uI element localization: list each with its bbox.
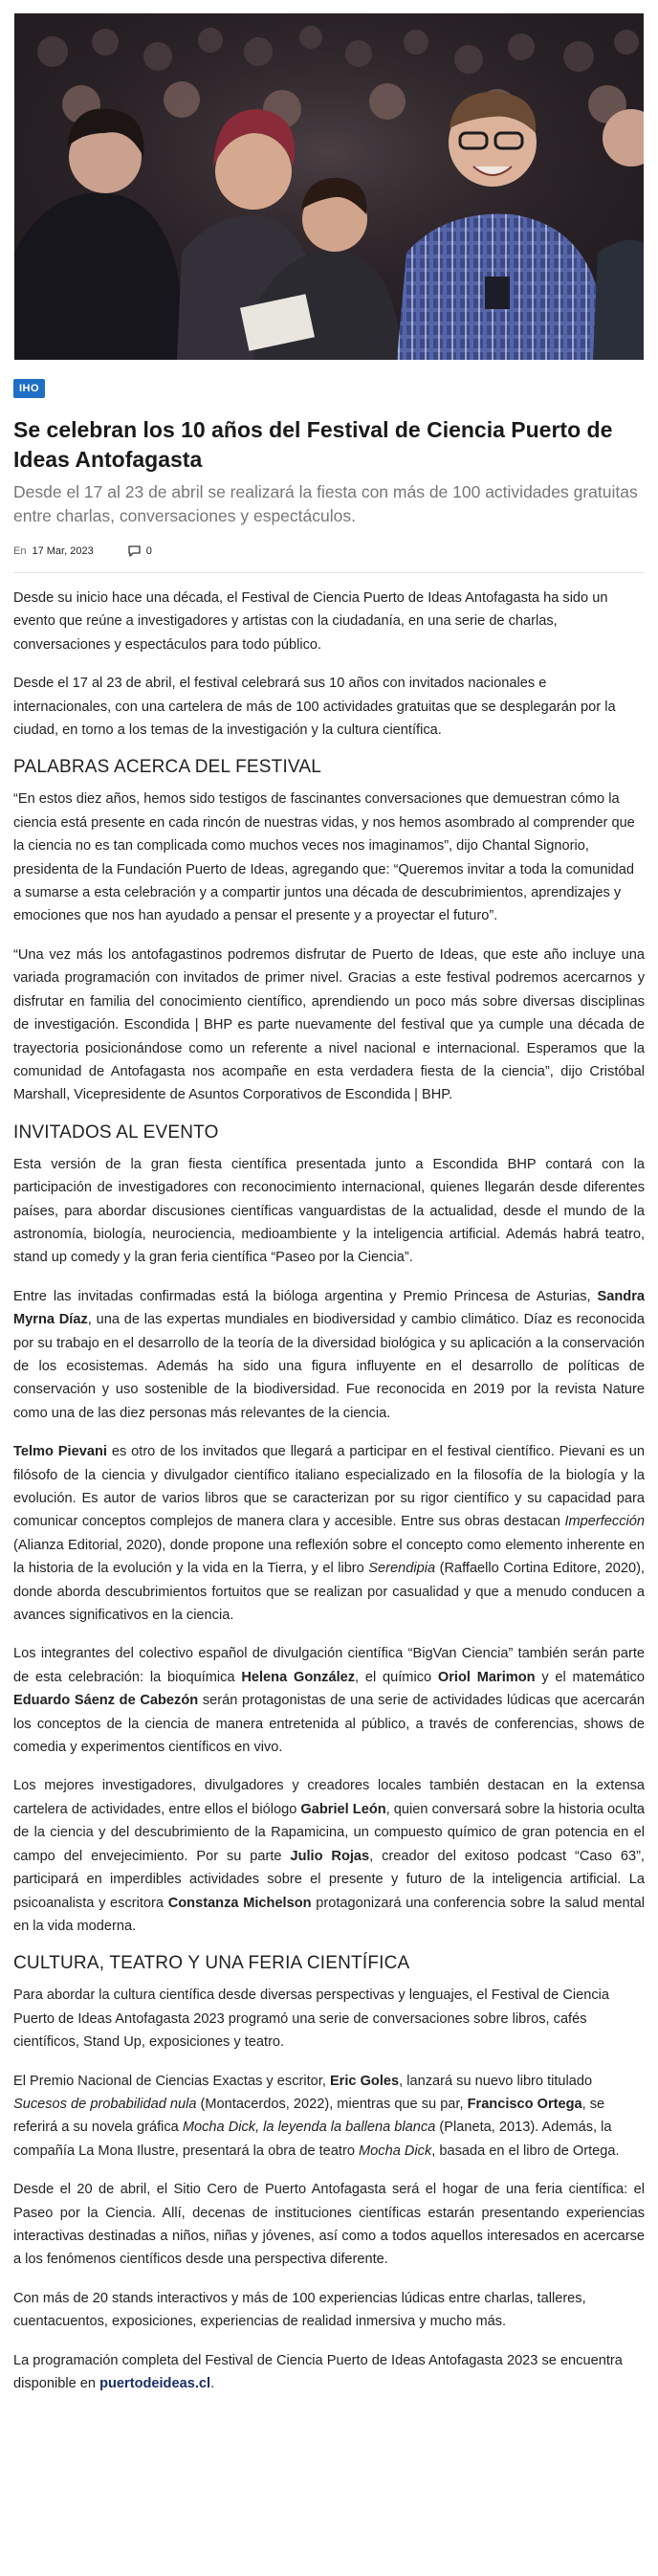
book-title: Imperfección (564, 1514, 645, 1530)
text: , lanzará su nuevo libro titulado (399, 2073, 593, 2089)
guest-name: Sandra Myrna Díaz (13, 1288, 645, 1328)
text: (Montacerdos, 2022), mientras que su par, (196, 2096, 468, 2112)
guest-name: Eduardo Sáenz de Cabezón (13, 1693, 199, 1709)
text: Los integrantes del colectivo español de divulgación científica “BigVan Ciencia” también serán parte de esta celebración: la bioquímica (13, 1646, 645, 1685)
paragraph: Para abordar la cultura científica desde diversas perspectivas y lenguajes, el Festival de Ciencia Puerto de Ideas Antofagasta 2023 programó una serie de conversaciones sobre libros, cafés científicos, Stand Up, exposiciones y teatro. (13, 1988, 609, 2051)
category-badge[interactable]: IHO (13, 379, 45, 398)
paragraph: “Una vez más los antofagastinos podremos disfrutar de Puerto de Ideas, que este año incluye una variada programación con invitados de primer nivel. Gracias a este festival podremos acercarnos y disfrutar en familia del conocimiento científico, aprendiendo un poco más sobre diversas disciplinas de investigación. Escondida | BHP es parte nuevamente del festival que ya cumple una década de trayectoria posicionándose como un referente a nivel nacional e internacional. Esperamos que la comunidad de Antofagasta nos acompañe en esta verdadera fiesta de la ciencia”, dijo Cristóbal Marshall, Vicepresidente de Asuntos Corporativos de Escondida | BHP. (13, 946, 645, 1103)
paragraph-bigvan (13, 1642, 645, 1759)
book-title: Serendipia (368, 1561, 436, 1577)
comments-link[interactable] (128, 545, 152, 557)
text: (Planeta, 2013). Además, la compañía La Mona Ilustre, presentará la obra de teatro (13, 2120, 612, 2159)
text: , una de las expertas mundiales en biodiversidad y cambio climático. Díaz es reconocida por su trabajo en el desarrollo de la teoría de la diversidad biológica y su aplicación a la conservación de los ecosistemas. Además ha sido una figura influyente en el desarrollo de políticas de conservación y uso sostenible de la biodiversidad. Fue reconocida en 2019 por la revista Nature como una de las diez personas más relevantes de la ciencia. (13, 1312, 645, 1421)
text: El Premio Nacional de Ciencias Exactas y escritor, (13, 2073, 330, 2089)
text: , quien conversará sobre la historia oculta de la ciencia y del descubrimiento de la Rapamicina, un compuesto químico de gran potencia en el campo del envejecimiento. Por su parte (13, 1801, 645, 1864)
paragraph: Desde el 17 al 23 de abril, el festival celebrará sus 10 años con invitados nacionales e internacionales, con una cartelera de más de 100 actividades gratuitas que se desplegarán por la ciudad, en torno a los temas de la investigación y la cultura científica. (13, 676, 616, 739)
text: , basada en el libro de Ortega. (431, 2143, 620, 2159)
text: y el matemático (535, 1669, 645, 1685)
divider (13, 572, 645, 573)
paragraph-pievani (13, 1440, 645, 1627)
paragraph: Esta versión de la gran fiesta científica presentada junto a Escondida BHP contará con la participación de investigadores con reconocimiento internacional, quienes llegarán desde diferentes países, para abordar discusiones científicas vanguardistas de la actualidad, desde el mundo de la astronomía, biología, neurociencia, medioambiente y la inteligencia artificial. Además habrá teatro, stand up comedy y la gran feria científica “Paseo por la Ciencia”. (13, 1156, 645, 1266)
text: protagonizará una conferencia sobre la salud mental en la vida moderna. (13, 1895, 646, 1934)
text: , creador del exitoso podcast “Caso 63”, participará en imperdibles actividades sobre el presente y futuro de la inteligencia artificial. La psicoanalista y escritora (13, 1848, 645, 1911)
text: La programación completa del Festival de Ciencia Puerto de Ideas Antofagasta 2023 se encuentra disponible en (13, 2352, 623, 2391)
paragraph-programacion (13, 2349, 645, 2396)
section-heading-cultura: CULTURA, TEATRO Y UNA FERIA CIENTÍFICA (13, 1953, 410, 1974)
paragraph: Desde el 20 de abril, el Sitio Cero de Puerto Antofagasta será el hogar de una feria científica: el Paseo por la Ciencia. Allí, decenas de instituciones científicas estarán presentando experiencias interactivas destinadas a niños, niñas y jóvenes, así como a todos aquellos interesados en acercarse a los fenómenos científicos desde una perspectiva diferente. (13, 2182, 645, 2268)
guest-name: Gabriel León (300, 1801, 386, 1817)
article (13, 0, 645, 2437)
hero-image (14, 13, 644, 360)
guest-name: Eric Goles (329, 2073, 400, 2089)
text: , el químico (355, 1669, 438, 1685)
guest-name: Julio Rojas (290, 1848, 370, 1864)
paragraph: Desde su inicio hace una década, el Festival de Ciencia Puerto de Ideas Antofagasta ha sido un evento que reúne a investigadores y artistas con la ciudadanía, en una serie de charlas, conversaciones y espectáculos para todo público. (13, 590, 608, 653)
section-heading-palabras: PALABRAS ACERCA DEL FESTIVAL (13, 757, 322, 778)
article-meta (13, 545, 645, 557)
paragraph-goles (13, 2070, 645, 2164)
publish-date: 17 Mar, 2023 (32, 545, 94, 557)
text: (Raffaello Cortina Editore, 2020), donde aborda descubrimientos fortuitos que se realizan por casualidad y que a menudo conducen a avances significativos en la ciencia. (13, 1561, 645, 1624)
section-heading-invitados: INVITADOS AL EVENTO (13, 1121, 219, 1143)
paragraph-locales (13, 1774, 645, 1938)
guest-name: Constanza Michelson (167, 1895, 312, 1911)
guest-name: Helena González (241, 1669, 356, 1685)
book-title: Mocha Dick, la leyenda la ballena blanca (182, 2120, 436, 2136)
guest-name: Telmo Pievani (13, 1444, 107, 1460)
text: (Alianza Editorial, 2020), donde propone una reflexión sobre el concepto como elemento inherente en la historia de la evolución y la vida en la Tierra, y el libro (13, 1537, 645, 1577)
text: . (210, 2376, 215, 2391)
book-title: Sucesos de probabilidad nula (13, 2096, 197, 2112)
guest-name: Francisco Ortega (467, 2096, 582, 2112)
comments-icon (128, 545, 142, 557)
article-subtitle: Desde el 17 al 23 de abril se realizará la fiesta con más de 100 actividades gratuitas entre charlas, conversaciones y espectáculos. (13, 482, 638, 525)
puertodeideas-link[interactable]: puertodeideas.cl (99, 2376, 211, 2391)
paragraph-diaz (13, 1285, 645, 1425)
text: Los mejores investigadores, divulgadores y creadores locales también destacan en la extensa cartelera de actividades, entre ellos el biólogo (13, 1778, 645, 1817)
comment-count: 0 (145, 545, 152, 557)
book-title: Mocha Dick (359, 2143, 432, 2159)
paragraph: Con más de 20 stands interactivos y más de 100 experiencias lúdicas entre charlas, talleres, cuentacuentos, exposiciones, experiencias de realidad inmersiva y mucho más. (13, 2290, 586, 2330)
text: es otro de los invitados que llegará a participar en el festival científico. Pievani es un filósofo de la ciencia y divulgador científico italiano especializado en la filosofía de la biología y la evolución. Es autor de varios libros que se caracterizan por su rigor científico y su capacidad para comunicar conceptos complejos de manera clara y accesible. Entre sus obras destacan (13, 1444, 645, 1530)
text: serán protagonistas de una serie de actividades lúdicas que acercarán los conceptos de la ciencia de manera entretenida al público, a través de conferencias, shows de comedia y experimentos científicos en vivo. (13, 1693, 645, 1756)
date-prefix: En (13, 545, 27, 557)
guest-name: Oriol Marimon (437, 1669, 536, 1685)
paragraph: “En estos diez años, hemos sido testigos de fascinantes conversaciones que demuestran cómo la ciencia está presente en cada rincón de nuestras vidas, y nos hemos asombrado al comprender que la ciencia no es tan complicada como muchos veces nos imaginamos”, dijo Chantal Signorio, presidenta de la Fundación Puerto de Ideas, agregando que: “Queremos invitar a toda la comunidad a sumarse a esta celebración y a compartir juntos una década de descubrimientos, aprendizajes y emociones que nos han ayudado a pensar el presente y a proyectar el futuro”. (13, 791, 635, 924)
audience-photo (14, 13, 644, 360)
text: Entre las invitadas confirmadas está la bióloga argentina y Premio Princesa de Asturias, (13, 1288, 598, 1304)
article-body (13, 587, 645, 2395)
text: , se referirá a su novela gráfica (13, 2096, 605, 2136)
article-title: Se celebran los 10 años del Festival de Ciencia Puerto de Ideas Antofagasta (13, 417, 613, 472)
